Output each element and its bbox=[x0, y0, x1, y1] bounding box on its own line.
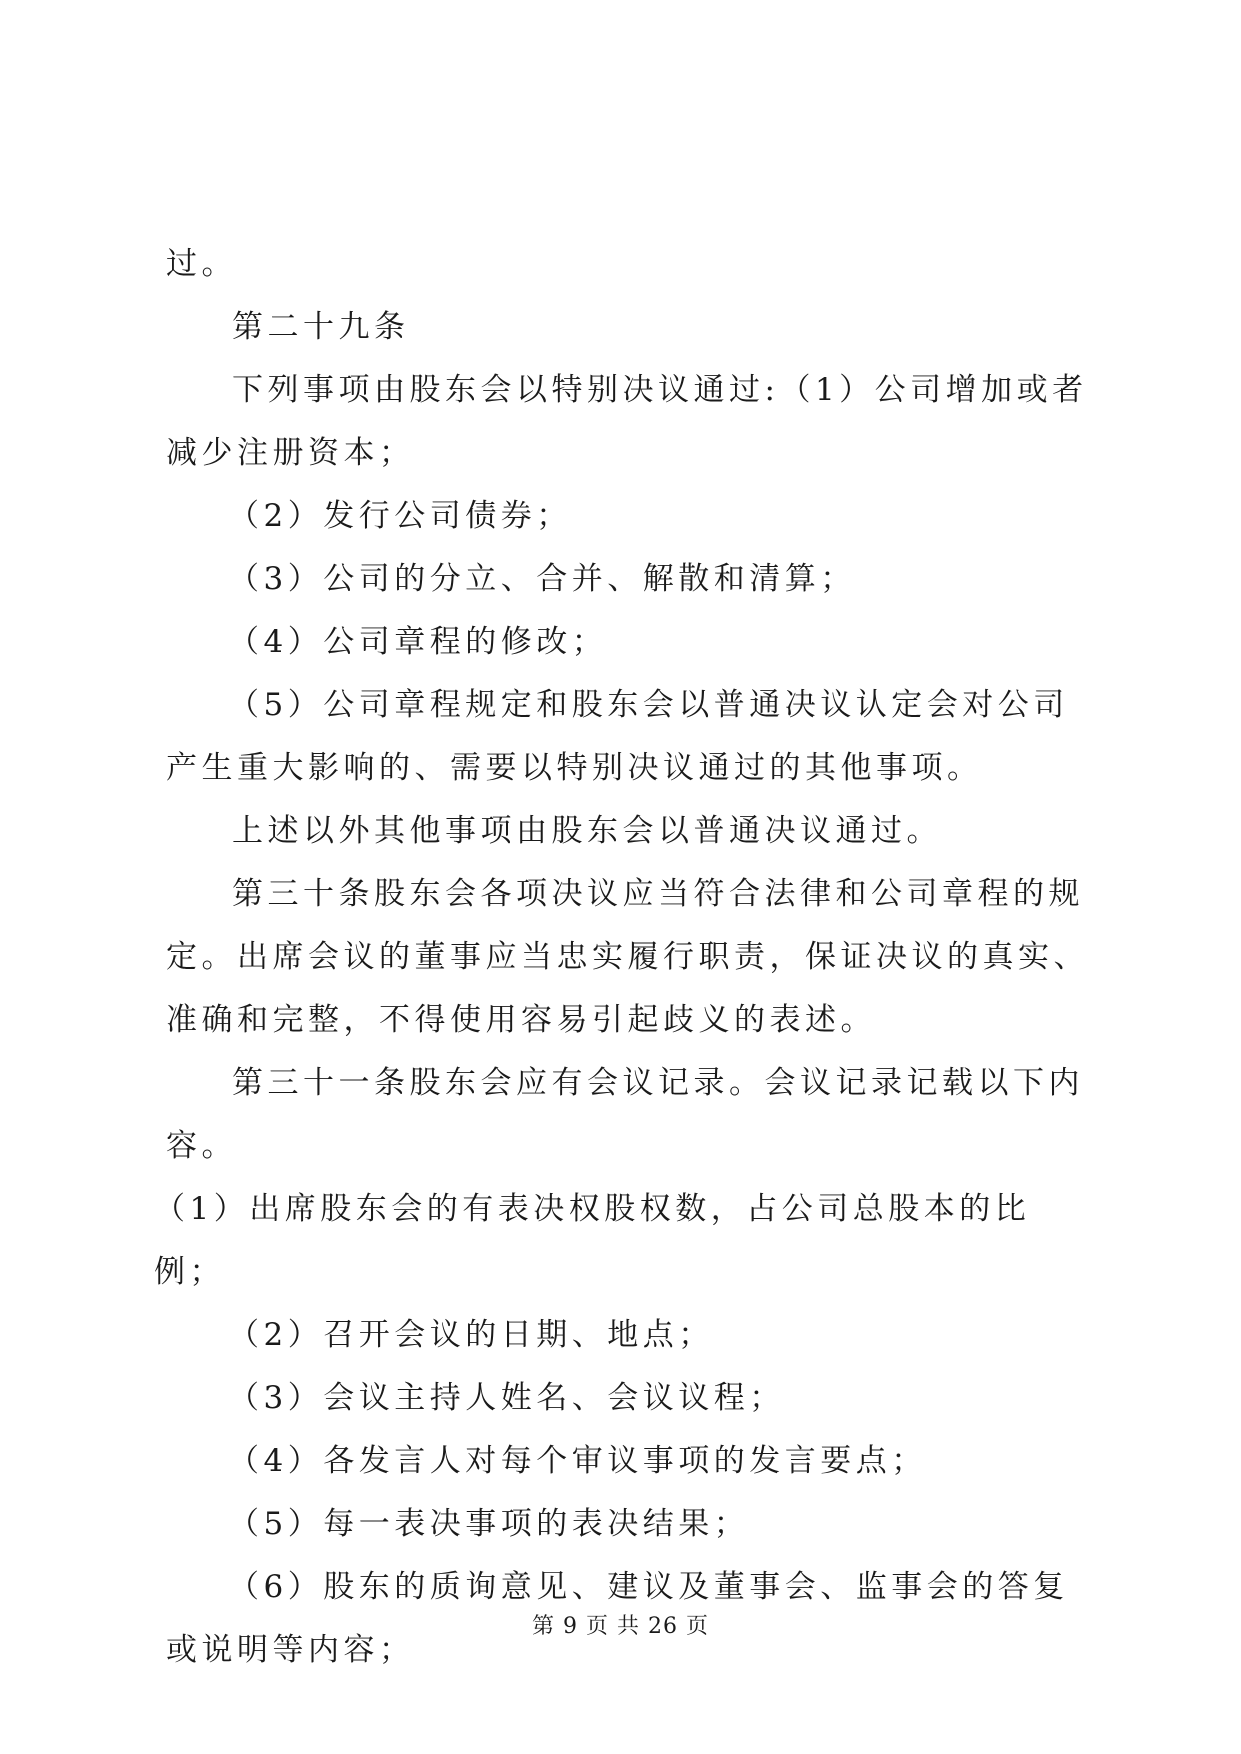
list-item: （2）召开会议的日期、地点； bbox=[228, 1317, 714, 1353]
list-item: （2）发行公司债券； bbox=[228, 498, 572, 534]
article-heading: 第二十九条 bbox=[232, 309, 410, 345]
list-item: （5）每一表决事项的表决结果； bbox=[228, 1506, 750, 1542]
list-item: （4）各发言人对每个审议事项的发言要点； bbox=[228, 1443, 927, 1479]
paragraph: 下列事项由股东会以特别决议通过:（1）公司增加或者减少注册资本； bbox=[166, 372, 1088, 471]
document-body bbox=[154, 233, 1091, 1682]
list-item: （1）出席股东会的有表决权股权数，占公司总股本的比例； bbox=[154, 1191, 1031, 1290]
paragraph: 第三十条股东会各项决议应当符合法律和公司章程的规定。出席会议的董事应当忠实履行职责，保证决议的真实、准确和完整，不得使用容易引起歧义的表述。 bbox=[166, 876, 1089, 1038]
paragraph: 上述以外其他事项由股东会以普通决议通过。 bbox=[232, 813, 942, 849]
page-number-footer: 第 9 页 共 26 页 bbox=[532, 1614, 709, 1639]
paragraph: 第三十一条股东会应有会议记录。会议记录记载以下内容。 bbox=[166, 1065, 1084, 1164]
list-item: （5）公司章程规定和股东会以普通决议认定会对公司产生重大影响的、需要以特别决议通过的其他事项。 bbox=[166, 687, 1069, 786]
list-item: （3）公司的分立、合并、解散和清算； bbox=[228, 561, 856, 597]
list-item: （3）会议主持人姓名、会议议程； bbox=[228, 1380, 785, 1416]
list-item: （4）公司章程的修改； bbox=[228, 624, 608, 660]
list-item: （6）股东的质询意见、建议及董事会、监事会的答复或说明等内容； bbox=[166, 1569, 1069, 1668]
paragraph: 过。 bbox=[166, 246, 237, 282]
